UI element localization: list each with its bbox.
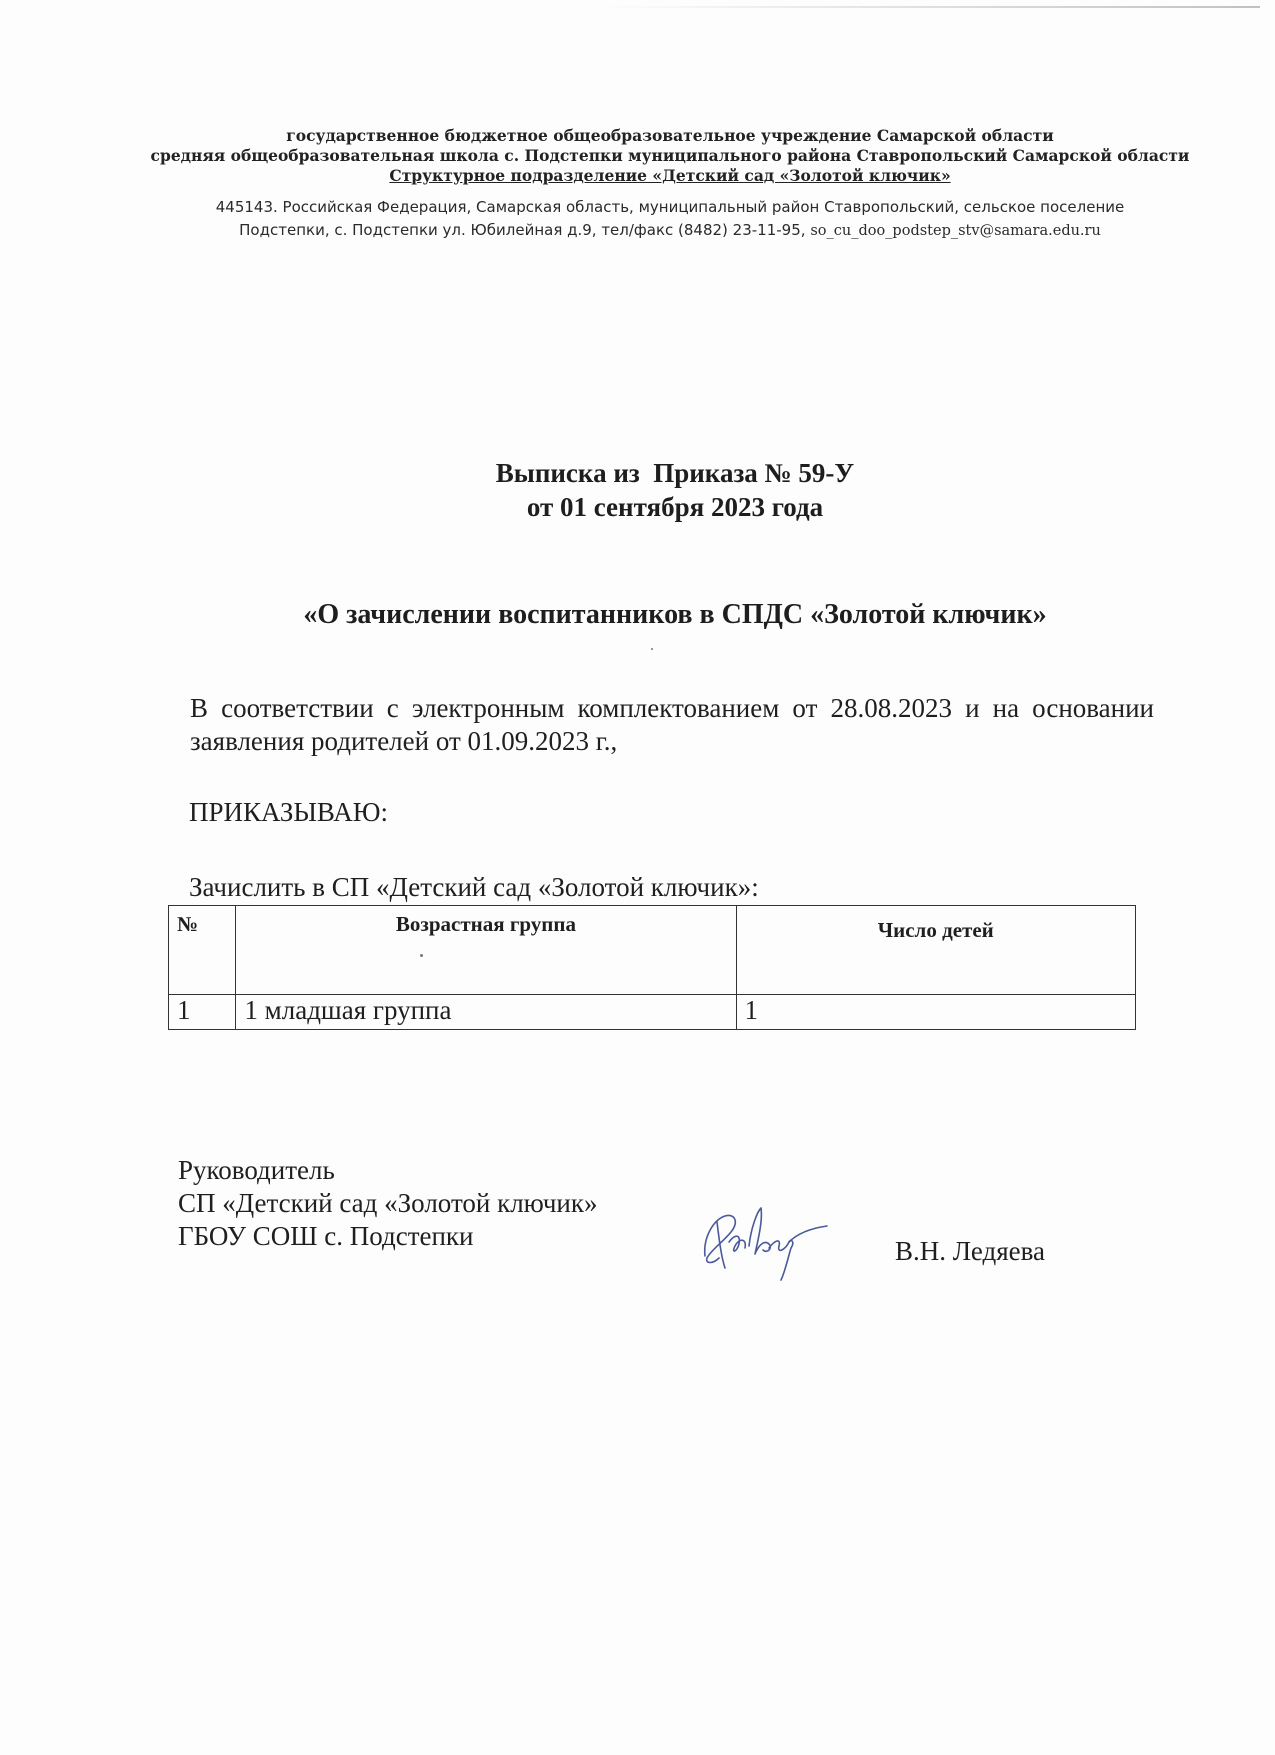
enrollment-table	[168, 905, 1136, 1030]
cell-age-group: 1 младшая группа	[236, 995, 736, 1030]
title-order-number: Выписка из Приказа № 59-У	[495, 458, 855, 488]
address-line-1: 445143. Российская Федерация, Самарская область, муниципальный район Ставропольский, сельское поселение	[215, 198, 1125, 216]
scan-speck	[651, 648, 653, 650]
letterhead-org-name: государственное бюджетное общеобразовательное учреждение Самарской области	[286, 126, 1054, 145]
document-title	[280, 456, 1070, 524]
signer-name: В.Н. Ледяева	[895, 1236, 1046, 1266]
order-word: ПРИКАЗЫВАЮ:	[189, 797, 388, 827]
table-row	[169, 995, 1136, 1030]
header-number: №	[169, 906, 236, 995]
header-children-count: Число детей	[736, 906, 1136, 995]
table-header-row	[169, 906, 1136, 995]
document-subject: «О зачислении воспитанников в СПДС «Золотой ключик»	[303, 599, 1047, 630]
cell-children-count: 1	[736, 995, 1136, 1030]
signatory-block	[178, 1154, 597, 1253]
title-order-date: от 01 сентября 2023 года	[526, 492, 824, 522]
handwritten-signature	[695, 1198, 835, 1288]
letterhead-address	[140, 196, 1200, 243]
enroll-line: Зачислить в СП «Детский сад «Золотой ключик»:	[189, 872, 759, 902]
cell-number: 1	[169, 995, 236, 1030]
header-age-group: Возрастная группа	[236, 906, 736, 995]
letterhead-school-name: средняя общеобразовательная школа с. Подстепки муниципального района Ставропольский Самарской области	[150, 146, 1190, 165]
signatory-school: ГБОУ СОШ с. Подстепки	[178, 1221, 474, 1251]
signatory-division: СП «Детский сад «Золотой ключик»	[178, 1188, 598, 1218]
address-line-2-text: Подстепки, с. Подстепки ул. Юбилейная д.9, тел/факс (8482) 23-11-95,	[239, 221, 806, 239]
scan-edge-line	[600, 6, 1260, 8]
body-paragraph: В соответствии с электронным комплектованием от 28.08.2023 и на основании заявления родителей от 01.09.2023 г.,	[190, 693, 1154, 756]
address-line-2	[140, 219, 1200, 243]
letterhead-division-name: Структурное подразделение «Детский сад «Золотой ключик»	[389, 166, 951, 185]
letterhead	[140, 126, 1200, 186]
scan-speck	[420, 954, 423, 957]
signatory-position: Руководитель	[178, 1155, 335, 1185]
address-email: so_cu_doo_podstep_stv@samara.edu.ru	[810, 223, 1101, 239]
